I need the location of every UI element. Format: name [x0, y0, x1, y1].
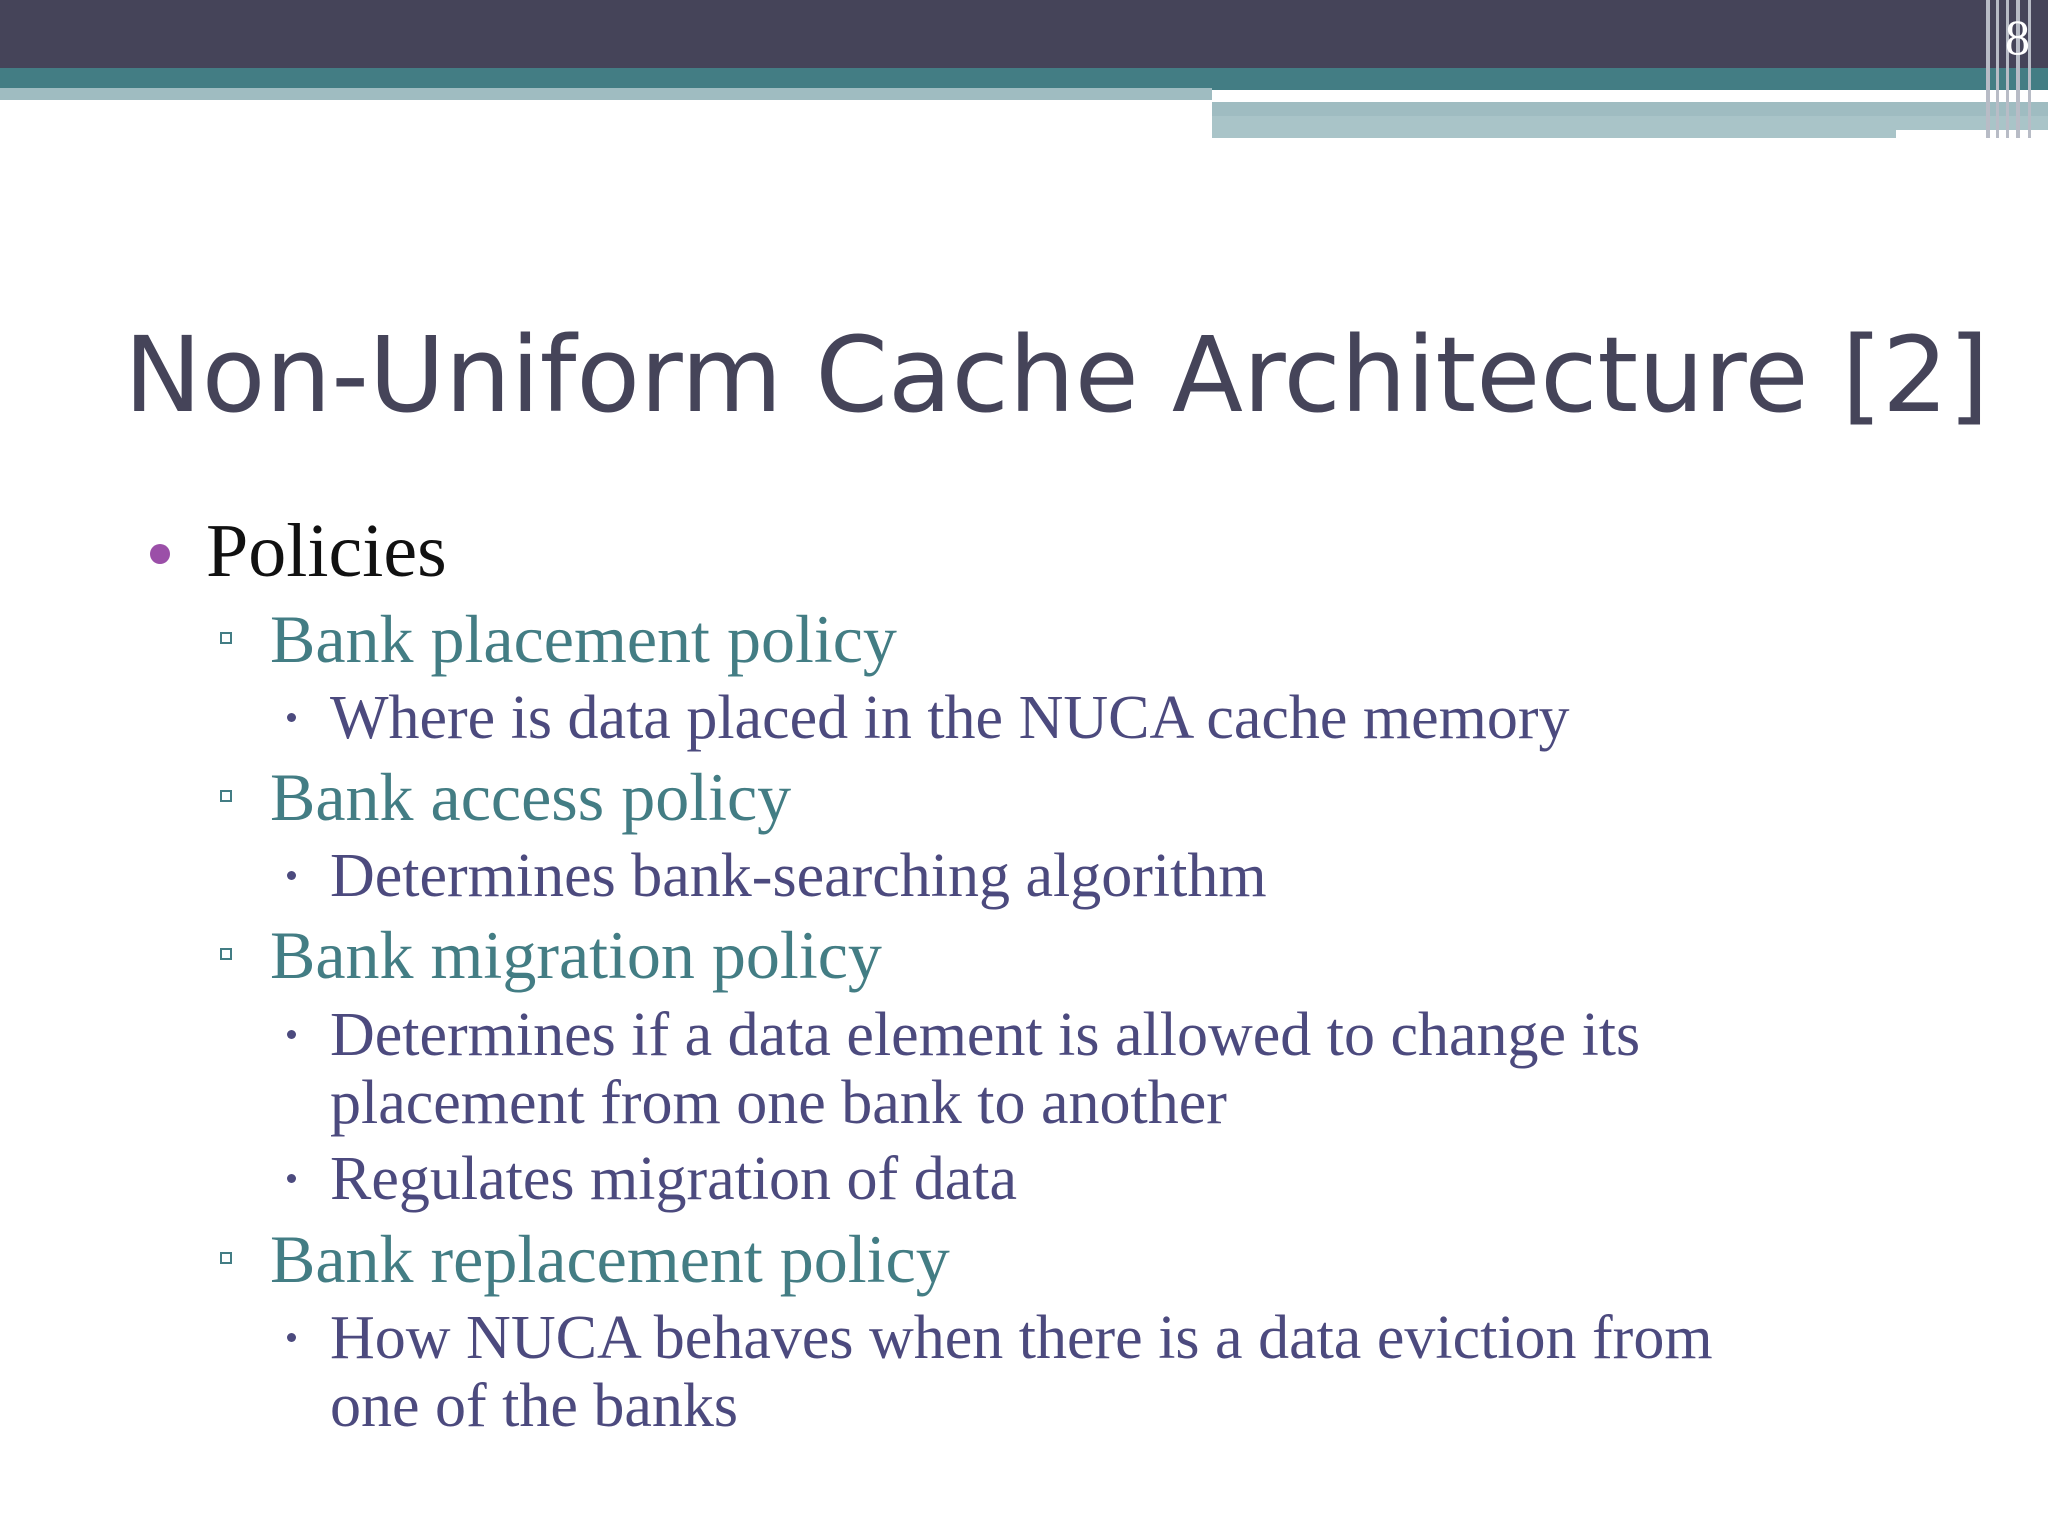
policy-detail-continued: placement from one bank to another: [330, 1069, 1227, 1137]
dot-bullet-icon: [287, 1333, 296, 1342]
policy-detail: Determines bank-searching algorithm: [330, 842, 1267, 910]
policy-detail: Determines if a data element is allowed to change its: [330, 1001, 1641, 1069]
policy-name: Bank placement policy: [270, 601, 897, 677]
policy-detail-continued: one of the banks: [330, 1372, 739, 1440]
level1-bullet-icon: [150, 544, 170, 564]
policy-name: Bank replacement policy: [270, 1221, 950, 1297]
dot-bullet-icon: [287, 1174, 296, 1183]
slide-number: 8: [2005, 9, 2030, 65]
square-bullet-icon: [220, 948, 232, 960]
dot-bullet-icon: [287, 1030, 296, 1039]
square-bullet-icon: [220, 1252, 232, 1264]
dot-bullet-icon: [287, 713, 296, 722]
policy-detail: Where is data placed in the NUCA cache memory: [330, 684, 1570, 752]
heading-policies: Policies: [206, 509, 447, 593]
square-bullet-icon: [220, 790, 232, 802]
slide-title: Non-Uniform Cache Architecture [2]: [124, 314, 1989, 436]
dot-bullet-icon: [287, 871, 296, 880]
policy-name: Bank access policy: [270, 759, 792, 835]
policy-detail: Regulates migration of data: [330, 1145, 1017, 1213]
square-bullet-icon: [220, 632, 232, 644]
policy-name: Bank migration policy: [270, 917, 882, 993]
policy-detail: How NUCA behaves when there is a data eviction from: [330, 1304, 1713, 1372]
